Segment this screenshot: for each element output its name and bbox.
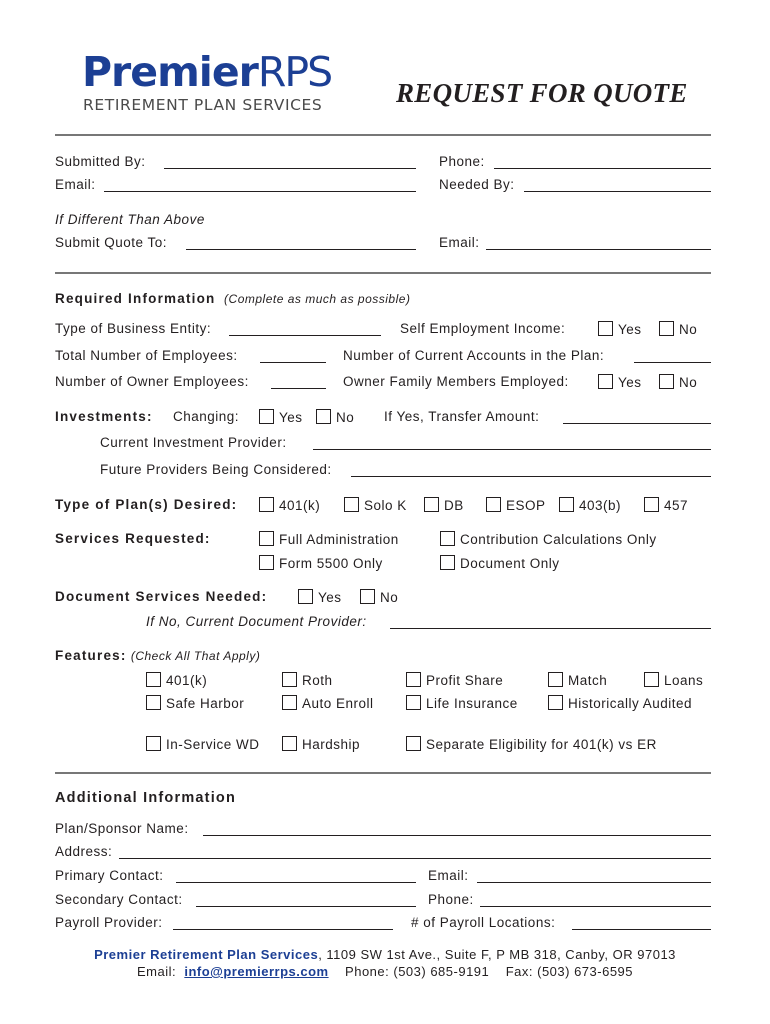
feature-profit-share[interactable]: Profit Share — [406, 672, 503, 688]
checkbox-icon — [282, 695, 297, 710]
footer-company: Premier Retirement Plan Services — [94, 947, 319, 962]
checkbox-icon — [659, 321, 674, 336]
business-entity-label: Type of Business Entity: — [55, 321, 212, 336]
document-services-yes[interactable]: Yes — [298, 589, 342, 605]
changing-no[interactable]: No — [316, 409, 354, 425]
service-contribution[interactable]: Contribution Calculations Only — [440, 531, 657, 547]
logo-subtitle: RETIREMENT PLAN SERVICES — [83, 96, 323, 114]
checkbox-icon — [486, 497, 501, 512]
checkbox-icon — [406, 695, 421, 710]
checkbox-icon — [146, 672, 161, 687]
submit-quote-to-field[interactable] — [186, 249, 416, 250]
plan-type-esop[interactable]: ESOP — [486, 497, 546, 513]
footer-phone: Phone: (503) 685-9191 — [345, 964, 490, 979]
payroll-locations-label: # of Payroll Locations: — [411, 915, 556, 930]
feature-roth[interactable]: Roth — [282, 672, 333, 688]
feature-separate-eligibility[interactable]: Separate Eligibility for 401(k) vs ER — [406, 736, 657, 752]
service-form5500[interactable]: Form 5500 Only — [259, 555, 383, 571]
payroll-locations-field[interactable] — [572, 929, 711, 930]
checkbox-icon — [316, 409, 331, 424]
plan-type-db[interactable]: DB — [424, 497, 464, 513]
plan-type-401k[interactable]: 401(k) — [259, 497, 320, 513]
transfer-amount-label: If Yes, Transfer Amount: — [384, 409, 540, 424]
feature-life-insurance[interactable]: Life Insurance — [406, 695, 518, 711]
checkbox-icon — [298, 589, 313, 604]
submit-quote-to-label: Submit Quote To: — [55, 235, 168, 250]
self-employment-yes[interactable]: Yes — [598, 321, 642, 337]
checkbox-icon — [559, 497, 574, 512]
additional-phone-label: Phone: — [428, 892, 474, 907]
document-services-heading: Document Services Needed: — [55, 589, 268, 604]
footer-contact: Email: info@premierrps.com Phone: (503) 685-9191 Fax: (503) 673-6595 — [136, 964, 634, 979]
page-title: REQUEST FOR QUOTE — [396, 78, 688, 108]
header-divider — [55, 134, 711, 136]
feature-match[interactable]: Match — [548, 672, 607, 688]
service-full-admin[interactable]: Full Administration — [259, 531, 399, 547]
current-provider-field[interactable] — [313, 449, 711, 450]
checkbox-icon — [259, 497, 274, 512]
checkbox-icon — [282, 672, 297, 687]
document-provider-field[interactable] — [390, 628, 711, 629]
features-heading: Features: (Check All That Apply) — [55, 648, 261, 663]
owner-employees-label: Number of Owner Employees: — [55, 374, 249, 389]
email2-field[interactable] — [486, 249, 711, 250]
checkbox-icon — [406, 672, 421, 687]
phone-label: Phone: — [439, 154, 485, 169]
current-accounts-label: Number of Current Accounts in the Plan: — [343, 348, 605, 363]
investments-heading: Investments: — [55, 409, 153, 424]
feature-hardship[interactable]: Hardship — [282, 736, 360, 752]
logo-wordmark: PremierRPS — [82, 48, 332, 96]
current-accounts-field[interactable] — [634, 362, 711, 363]
plan-type-403b[interactable]: 403(b) — [559, 497, 621, 513]
future-providers-field[interactable] — [351, 476, 711, 477]
total-employees-field[interactable] — [260, 362, 326, 363]
checkbox-icon — [424, 497, 439, 512]
feature-auto-enroll[interactable]: Auto Enroll — [282, 695, 374, 711]
changing-label: Changing: — [173, 409, 240, 424]
feature-safe-harbor[interactable]: Safe Harbor — [146, 695, 244, 711]
additional-phone-field[interactable] — [480, 906, 711, 907]
needed-by-label: Needed By: — [439, 177, 515, 192]
checkbox-icon — [598, 374, 613, 389]
checkbox-icon — [259, 531, 274, 546]
feature-401k[interactable]: 401(k) — [146, 672, 207, 688]
checkbox-icon — [282, 736, 297, 751]
services-heading: Services Requested: — [55, 531, 211, 546]
self-employment-no[interactable]: No — [659, 321, 697, 337]
feature-loans[interactable]: Loans — [644, 672, 703, 688]
payroll-provider-label: Payroll Provider: — [55, 915, 163, 930]
checkbox-icon — [644, 672, 659, 687]
checkbox-icon — [259, 409, 274, 424]
future-providers-label: Future Providers Being Considered: — [100, 462, 332, 477]
checkbox-icon — [598, 321, 613, 336]
checkbox-icon — [259, 555, 274, 570]
owner-employees-field[interactable] — [271, 388, 326, 389]
primary-contact-label: Primary Contact: — [55, 868, 164, 883]
footer-fax: Fax: (503) 673-6595 — [505, 964, 634, 979]
additional-email-label: Email: — [428, 868, 469, 883]
address-field[interactable] — [119, 858, 711, 859]
changing-yes[interactable]: Yes — [259, 409, 303, 425]
checkbox-icon — [548, 672, 563, 687]
document-services-no[interactable]: No — [360, 589, 398, 605]
checkbox-icon — [644, 497, 659, 512]
checkbox-icon — [406, 736, 421, 751]
plan-type-457[interactable]: 457 — [644, 497, 688, 513]
current-provider-label: Current Investment Provider: — [100, 435, 287, 450]
plan-sponsor-field[interactable] — [203, 835, 711, 836]
checkbox-icon — [146, 695, 161, 710]
required-info-heading: Required Information (Complete as much as possible) — [55, 291, 411, 306]
secondary-contact-field[interactable] — [196, 906, 416, 907]
phone-field[interactable] — [494, 168, 711, 169]
address-label: Address: — [55, 844, 113, 859]
email-label: Email: — [55, 177, 96, 192]
email2-label: Email: — [439, 235, 480, 250]
additional-info-heading: Additional Information — [55, 790, 237, 806]
total-employees-label: Total Number of Employees: — [55, 348, 238, 363]
business-entity-field[interactable] — [229, 335, 381, 336]
checkbox-icon — [548, 695, 563, 710]
owner-family-label: Owner Family Members Employed: — [343, 374, 569, 389]
checkbox-icon — [440, 555, 455, 570]
transfer-amount-field[interactable] — [563, 423, 711, 424]
plan-sponsor-label: Plan/Sponsor Name: — [55, 821, 189, 836]
footer-address — [0, 947, 770, 962]
footer-email-link[interactable]: info@premierrps.com — [184, 964, 329, 979]
feature-in-service-wd[interactable]: In-Service WD — [146, 736, 260, 752]
checkbox-icon — [659, 374, 674, 389]
section-divider-2 — [55, 772, 711, 774]
plan-type-solo-k[interactable]: Solo K — [344, 497, 407, 513]
secondary-contact-label: Secondary Contact: — [55, 892, 183, 907]
document-provider-label: If No, Current Document Provider: — [146, 614, 367, 629]
needed-by-field[interactable] — [524, 191, 711, 192]
checkbox-icon — [344, 497, 359, 512]
primary-contact-field[interactable] — [176, 882, 416, 883]
additional-email-field[interactable] — [477, 882, 711, 883]
email-field[interactable] — [104, 191, 416, 192]
owner-family-no[interactable]: No — [659, 374, 697, 390]
checkbox-icon — [440, 531, 455, 546]
checkbox-icon — [360, 589, 375, 604]
payroll-provider-field[interactable] — [173, 929, 393, 930]
self-employment-label: Self Employment Income: — [400, 321, 566, 336]
footer-street: , 1109 SW 1st Ave., Suite F, P MB 318, Canby, OR 97013 — [318, 947, 676, 962]
if-different-label: If Different Than Above — [55, 212, 205, 227]
submitted-by-label: Submitted By: — [55, 154, 146, 169]
feature-historically-audited[interactable]: Historically Audited — [548, 695, 692, 711]
section-divider-1 — [55, 272, 711, 274]
owner-family-yes[interactable]: Yes — [598, 374, 642, 390]
checkbox-icon — [146, 736, 161, 751]
service-document-only[interactable]: Document Only — [440, 555, 560, 571]
plan-types-heading: Type of Plan(s) Desired: — [55, 497, 238, 512]
submitted-by-field[interactable] — [164, 168, 416, 169]
